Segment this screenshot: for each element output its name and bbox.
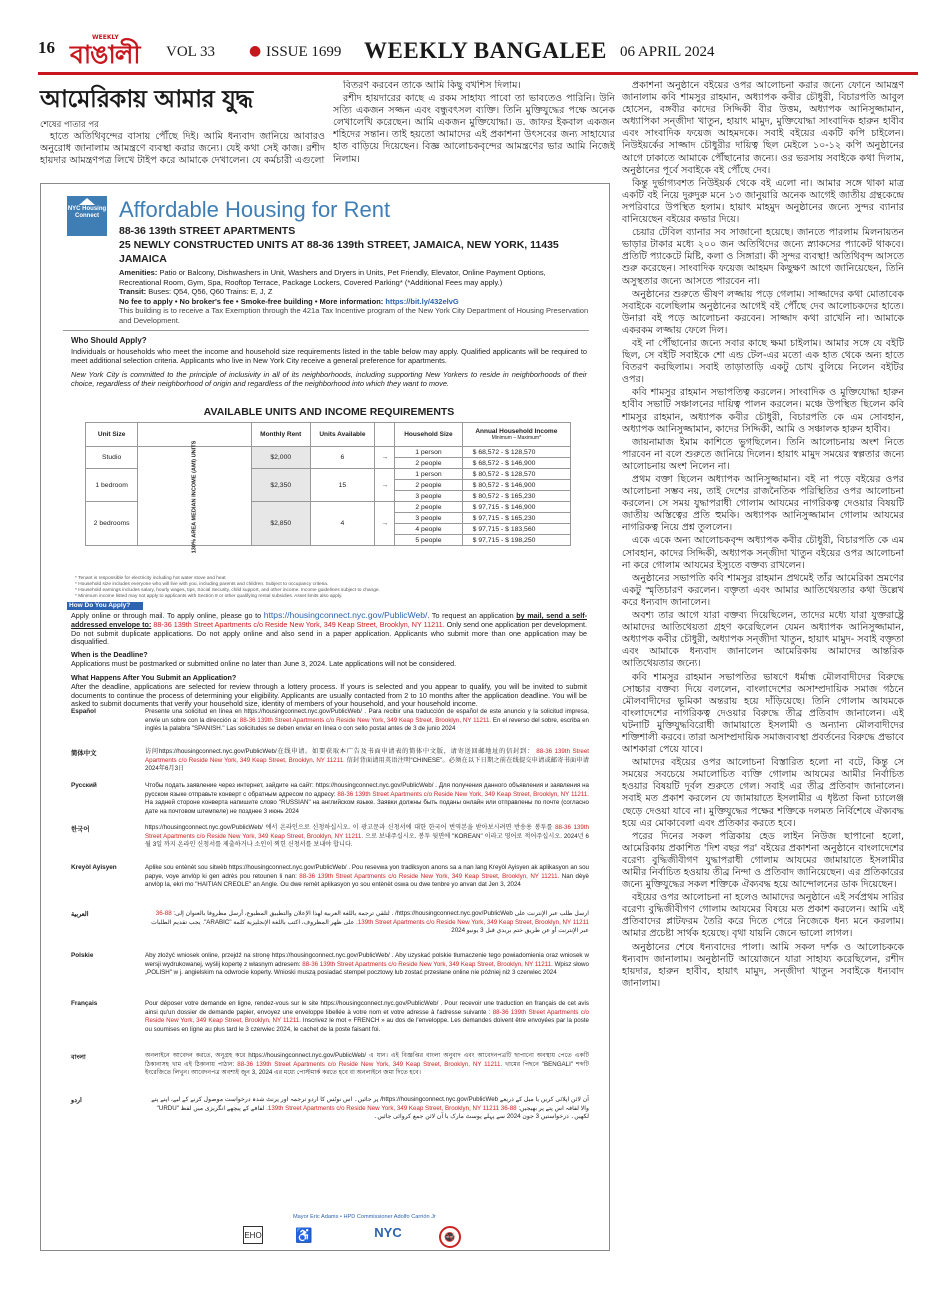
- instruction-text: 으로 보내주십시오. 봉투 뒷면에 "KOREAN" 이라고 영어로 적어주십시오. 2024년 6월 3일 까지 온라인 신청서를 제출하거나 소인이 찍힌 신청서를 보내야 합니다.: [145, 832, 589, 849]
- right-column-paragraph: বইয়ের ওপর আলোচনা না হলেও আমাদের অনুষ্ঠানে এই সর্বপ্রথম সারির বরেণ্য বুদ্ধিজীবীগণ গোলাম আযমের বিষয়ে মত প্রকাশ করলেন। আমি এই প্রতিবাদের প্লাটফরম তৈরি করে দিতে পেরে নিজেকে ধন্য মনে করলাম। আমার প্রচেষ্টা সার্থক হয়েছে। বৃথা যায়নি জেনে ভালো লাগল।: [622, 892, 904, 940]
- household-size-cell: 5 people: [395, 535, 462, 546]
- inclusivity-text: New York City is committed to the principle of inclusivity in all of its neighborhoods, including supporting New Yorkers to reside in neighborhoods of their choice, regardless of their neighborhood of origin and regardless of the neighborhood into which they want to move.: [71, 370, 587, 389]
- who-text: Individuals or households who meet the income and household size requirements listed in the table below may apply. Qualified applicants will be required to meet additional selection criteria. Applicants who live in New York City receive a general preference for apartments.: [71, 347, 587, 366]
- continued-from: শেষের পাতার পর: [40, 120, 99, 130]
- right-column-paragraph: কবি শামসুর রাহমান সভাপতিত্ব করলেন। সাংবাদিক ও মুক্তিযোদ্ধা হারুন হাবীব সভাটি সঞ্চালনের দায়িত্ব পালন করলেন। মঞ্চে উপস্থিত ছিলেন কবি শামসুর রাহমান, অধ্যাপক কবীর চৌধুরী, বিচারপতি কে এম সোবহান, অধ্যাপক আনিসুজ্জামান, কাদের সিদ্দিকী, আমি ও সঞ্চালক হারুন হাবীব।: [622, 387, 904, 435]
- divider: [63, 330, 589, 331]
- language-name: اردو: [71, 1097, 82, 1104]
- income-range-cell: $ 97,715 - $ 183,560: [462, 524, 570, 535]
- instruction-text: Inscrivez le mot « FRENCH » au dos de l'enveloppe. Les demandes doivent être envoyées par la poste ou soumises en ligne au plus tard le 3 czerwiec 2024, le cachet de la poste faisant foi.: [145, 1017, 589, 1034]
- tax-exemption-note: This building is to receive a Tax Exemption through the 421a Tax Incentive program of the New York City Department of Housing Preservation and Development.: [119, 306, 589, 325]
- housing-flyer: [40, 183, 610, 1251]
- instruction-text: Pour déposer votre demande en ligne, rendez-vous sur le site https://housingconnect.nyc.gov/PublicWeb/ . Pour recevoir une traduction en français de cet avis ainsi qu'un dossier de demande papier, envoyez une enveloppe libellée à votre nom et votre adresse à l'adresse suivante :: [145, 1000, 589, 1016]
- language-instructions: [145, 910, 589, 936]
- right-column-paragraph: অনুষ্ঠানের শুরুতে ভীষণ লজ্জায় পড়ে গেলাম। সাজ্জাদের কথা মোতাবেক সবাইকে বলেছিলাম অনুষ্ঠানের আগেই বই পৌঁছে দেব আলোচকদের হাতে। উনারা বই পড়ে আলোচনা করবেন। সাজ্জাদ কথা রাখেনি না। আমাকে একরকম লজ্জায় ফেলে দিল।: [622, 288, 904, 336]
- units-available-cell: 15: [310, 469, 375, 502]
- income-range-cell: $ 80,572 - $ 146,900: [462, 480, 570, 491]
- right-column-paragraph: প্রকাশনা অনুষ্ঠানে বইয়ের ওপর আলোচনা করার জন্যে ফোনে আমন্ত্রণ জানালাম কবি শামসুর রাহমান, অধ্যাপক কবীর চৌধুরী, বিচারপতি আবুল হোসেন, বঙ্গবীর কাদের সিদ্দিকী বীর উত্তম, অধ্যাপক আনিসুজ্জামান, অধ্যাপিকা সন্জীদা খাতুন, হায়াৎ মামুদ, মুক্তিযোদ্ধা সাংবাদিক হারুন হাবীব এবং সাংবাদিক ফয়েজ আহমদকে। সবাই বইয়ের একটি কপি চাইলেন। নিউইয়র্কের সাজ্জাদ চৌধুরীর দায়িত্ব ছিল মেইলে ১০-১২ কপি অনুষ্ঠানের আগে ঢাকাতে আমাকে পৌঁছানোর জন্যে। ওর ভরসায় সবাইকে কথা দিলাম, অনুষ্ঠানের পূর্বে সবাইকে বই পৌঁছে দেব।: [622, 80, 904, 176]
- flyer-header: [119, 198, 589, 266]
- deadline-section: [71, 651, 587, 669]
- household-size-cell: 1 person: [395, 469, 462, 480]
- instruction-text: 访问https://housingconnect.nyc.gov/PublicWeb/在线申请。如要获取本广告及书面申请表的简体中文版，请寄送回邮地址的信封到：: [145, 748, 534, 755]
- nyc-hpd-logo: NYC: [374, 1225, 402, 1240]
- mail-address: 88-36 139th Street Apartments c/o Reside New York, 349 Keap Street, Brooklyn, NY 11211.: [266, 1104, 517, 1112]
- right-column-paragraph: অনুষ্ঠানের সভাপতি কবি শামসুর রাহমান প্রথমেই তাঁর আমেরিকা ভ্রমণের একটু স্মৃতিচারণ করলেন। বক্তৃতা এবং আমার আতিথেয়তার কথা উল্লেখ করে ধন্যবাদ জানালেন।: [622, 572, 904, 608]
- building-address: 25 NEWLY CONSTRUCTED UNITS AT 88-36 139th STREET, JAMAICA, NEW YORK, 11435: [119, 239, 559, 251]
- mail-address: 88-36 139th Street Apartments c/o Reside New York, 349 Keap Street, Brooklyn, NY 11211.: [237, 1060, 503, 1068]
- right-column-paragraph: পরের দিনের সকল পত্রিকায় হেড লাইন নিউজ ছাপানো হলো, আমেরিকায় প্রকাশিত 'দিশ বছর পর' বইয়ের প্রকাশনা অনুষ্ঠানে বাংলাদেশের বরেণ্য বুদ্ধিজীবীগণ যুদ্ধাপরাধী গোলাম আযমের জামায়াতে ইসলামীর আমীর নির্বাচিত হওয়ায় তীব্র নিন্দা ও প্রতিবাদ জানিয়েছেন। এর প্রতিকারের জন্যে মুক্তিযুদ্ধের সকল শক্তিকে ঐক্যবদ্ধ হয়ে আন্দোলনের ডাক দিয়েছেন।: [622, 830, 904, 891]
- page-number: 16: [38, 38, 55, 57]
- separator-dot: ●: [249, 43, 262, 59]
- article-headline: আমেরিকায় আমার যুদ্ধ: [40, 85, 253, 113]
- income-range-cell: $ 80,572 - $ 165,230: [462, 491, 570, 502]
- apply-instructions: Apply online or through mail. To apply online, please go to https://housingconnect.nyc.gov/PublicWeb/. To request an application by mail, send a self-addressed envelope to: 88-36 139th Street Apartments c/o Reside New York, 349 Keap Street, Brooklyn, NY 11211. Only send one application per development. Do not submit duplicate applications. Do not apply online and also send in a paper application. Applicants who submit more than one application may be disqualified.: [71, 610, 588, 647]
- language-name: العربية: [71, 911, 89, 918]
- footnote: * Tenant is responsible for electricity including hot water stove and heat: [75, 576, 226, 581]
- flyer-footer: [63, 1208, 589, 1248]
- table-footnotes: [75, 576, 585, 600]
- building-name: 88-36 139th STREET APARTMENTS: [119, 225, 296, 237]
- no-smoking-icon: 🚭: [439, 1226, 461, 1248]
- income-range-cell: $ 97,715 - $ 146,900: [462, 502, 570, 513]
- footer-credit: Mayor Eric Adams • HPD Commissioner Adolfo Carrión Jr: [293, 1214, 436, 1220]
- ami-band-label: 130% AREA MEDIAN INCOME (AMI) UNITS: [138, 447, 252, 546]
- instruction-text: 信封背面请用英语注明“CHINESE”。必须在以下日期之前在线提交申请或邮寄书面申请2024年6月3日: [145, 756, 589, 773]
- flyer-title: Affordable Housing for Rent: [119, 197, 391, 222]
- language-instructions: [145, 824, 589, 850]
- instruction-text: على ظهر المظروف، اكتب باللغة الإنجليزية كلمة "ARABIC". يجب تقديم الطلبات عبر الإنترنت أو عن طريق ختم بريدي قبل 3 يونيو 2024: [151, 918, 589, 935]
- arrow-icon: →: [375, 469, 395, 502]
- arrow-icon: →: [375, 502, 395, 546]
- language-name: Русский: [71, 782, 97, 789]
- issue-label: ISSUE 1699: [266, 44, 342, 60]
- mail-address: 88-36 139th Street Apartments c/o Reside New York, 349 Keap Street, Brooklyn, NY 11211.: [145, 1008, 589, 1025]
- masthead-rule: [38, 72, 918, 75]
- language-name: Polskie: [71, 952, 94, 959]
- logo-text: বাঙালী: [70, 40, 140, 69]
- language-instructions: [145, 1096, 589, 1122]
- income-range-cell: $ 97,715 - $ 165,230: [462, 513, 570, 524]
- middle-column-paragraph: রশীদ হায়দারের কাছে এ রকম সাহায্য পাবো তা ভাবতেও পারিনি। উনি সত্যি একজন সজ্জন এবং বন্ধুবৎসল ব্যক্তি। তিনি মুক্তিযুদ্ধের পক্ষে অনেক লেখালেখি করেছেন। আমি একজন মুক্তিযোদ্ধা। ড. জাফর ইকবাল একজন শহিদের সন্তান। তাই হয়তো আমাদের এই প্রকাশনা উৎসবের জন্য সাহায্যের হাত বাড়িয়ে দিয়েছেন। বিজ্ঞ আলোচকবৃন্দের আমন্ত্রণের ভার আমি নিজেই নিলাম।: [333, 93, 615, 165]
- household-size-cell: 1 person: [395, 447, 462, 458]
- units-table-title: AVAILABLE UNITS AND INCOME REQUIREMENTS: [203, 406, 455, 418]
- language-name: 한국어: [71, 826, 90, 833]
- income-range-cell: $ 68,572 - $ 128,570: [462, 447, 570, 458]
- language-instructions: [145, 708, 589, 734]
- instruction-text: آن لائن اپلائی کریں یا میل کے ذریعے https://housingconnect.nyc.gov/PublicWeb/ پر جائیں۔ اس نوٹس کا اردو ترجمہ اور پرنٹ شدہ درخواست موصول کرنے کے لیے، اپنے پتے والا لفافہ اس پتے پر بھیجیں:: [151, 1096, 589, 1112]
- unit-size-cell: Studio: [86, 447, 138, 469]
- no-fee-line: No fee to apply • No broker's fee • Smoke-free building • More information:: [119, 296, 384, 306]
- house-icon: [79, 198, 95, 205]
- right-column-paragraph: কিন্তু দুর্ভাগ্যবশত নিউইয়র্ক থেকে বই এলো না। আমার সঙ্গে থাকা মাত্র একটি বই নিয়ে দুরুদুরু মনে ১৩ জানুয়ারি অনেক আগেই জাতীয় গ্রন্থকেন্দ্রে সপরিবারে উপস্থিত হলাম। হায়াৎ মাহমুদ অনুষ্ঠানের জন্যে সুন্দর ব্যানার বানিয়েছেন বইয়ের কভার দিয়ে।: [622, 177, 904, 226]
- masthead: [38, 32, 918, 76]
- language-name: 简体中文: [71, 750, 97, 757]
- neighborhood: JAMAICA: [119, 253, 167, 265]
- language-name: Kreyòl Ayisyen: [71, 864, 117, 871]
- after-text: After the deadline, applications are selected for review through a lottery process. If yours is selected and you appear to qualify, you will be invited to submit documents to continue the process of determining your eligibility. Applicants are usually contacted from 2 to 10 months after the application deadline. You will be asked to submit documents that verify your household size, identity of members of your household, and your household income.: [71, 681, 587, 709]
- arrow-icon: →: [375, 447, 395, 469]
- more-info-link[interactable]: https://bit.ly/432elvG: [385, 296, 459, 306]
- right-column-paragraph: চেয়ার টেবিল ব্যানার সব সাজানো হয়েছে। জানতে পারলাম মিলনায়তন ভাড়ার টাকার মধ্যে ২০০ জন অতিথিদের জন্যে স্ন্যাকসের প্যাকেট থাকবে। প্রতিটি প্যাকেটে মিষ্টি, কলা ও সিঙ্গারা। কী সুন্দর ব্যবস্থা! অতিথিবৃন্দ আসতে শুরু করেছেন। সাংবাদিক ফয়েজ আহমদ কিছুক্ষণ আগে জানিয়েছেন, তিনি অসুস্থতার জন্যে আসতে পারবেন না।: [622, 227, 904, 287]
- instruction-text: Aplike sou entènèt sou sitwèb https://housingconnect.nyc.gov/PublicWeb/ . Pou resevwa yon tradiksyon anons sa a nan lang Kreyòl Ayisyen ak aplikasyon an sou papye, voye anvlòp ki gen adrès pou retounen li nan:: [145, 864, 589, 880]
- instruction-text: Aby złożyć wniosek online, przejdź na stronę https://housingconnect.nyc.gov/PublicWeb/ . Aby uzyskać polskie tłumaczenie tego powiadomienia oraz wniosek w wersji wydrukowanej, wyślij kopertę z własnym adresem:: [145, 952, 589, 968]
- article-column-right: [622, 80, 904, 1240]
- right-column-paragraph: বই না পৌঁছানোর জন্যে সবার কাছে ক্ষমা চাইলাম। আমার সঙ্গে যে বইটি ছিল, সে বইটি সবাইকে শো এন্ড টেল-এর মতো এক হাত থেকে অন্য হাতে বিতরণ করছিলাম। সবাই তাড়াতাড়ি একটু চোখ বুলিয়ে নিলেন বইটির ওপর।: [622, 337, 904, 386]
- logo-kicker: WEEKLY: [92, 34, 119, 41]
- monthly-rent-cell: $2,000: [251, 447, 310, 469]
- apply-url-link[interactable]: https://housingconnect.nyc.gov/PublicWeb/: [263, 610, 428, 620]
- right-column-paragraph: অনুষ্ঠানের শেষে ধন্যবাদের পালা। আমি সকল দর্শক ও আলোচককে ধন্যবাদ জানালাম। অনুষ্ঠানটি আয়োজনে যারা সাহায্য করেছিলেন, রশীদ হায়দার, হারুন হাবীব, হায়াৎ মামুদ, সন্জীদা খাতুন সবাইকে ধন্যবাদ জানালাম।: [622, 941, 904, 989]
- right-column-paragraph: একে একে অন্য আলোচকবৃন্দ অধ্যাপক কবীর চৌধুরী, বিচারপতি কে এম সোবহান, কাদের সিদ্দিকী, অধ্যাপক সন্জীদা খাতুন বইয়ের ওপর আলোচনা না করে গোলাম আযমের ইস্যুতে বক্তব্য রাখলেন।: [622, 535, 904, 571]
- after-section: [71, 674, 587, 709]
- mail-address: 88-36 139th Street Apartments c/o Reside New York, 349 Keap Street, Brooklyn, NY 11211.: [302, 960, 553, 968]
- language-instructions: [145, 952, 589, 978]
- right-column-paragraph: অবশ্য তার আগে যারা বক্তব্য দিয়েছিলেন, তাদের মধ্যে যারা যুক্তরাষ্ট্রে আমাদের আতিথেয়তা গ্রহণ করেছিলেন যেমন অধ্যাপক আনিসুজ্জামান, অধ্যাপক কবীর চৌধুরী, অধ্যাপক সন্জীদা খাতুন, হায়াৎ মামুদ- সবাই বক্তৃতা এবং আমাকে ধন্যবাদ জানালেন আমেরিকায় আমাদের আন্তরিক আতিথেয়তার জন্যে।: [622, 610, 904, 670]
- col-units-available: Units Available: [310, 423, 375, 447]
- newspaper-logo: [60, 32, 170, 70]
- income-range-cell: $ 80,572 - $ 128,570: [462, 469, 570, 480]
- article-column-middle: [333, 80, 615, 172]
- language-instructions: [145, 864, 589, 890]
- footnote: * Household earnings includes salary, hourly wages, tips, Social Security, child support, and other income. Income guidelines subject to change.: [75, 588, 380, 594]
- who-heading: Who Should Apply?: [71, 336, 147, 345]
- household-size-cell: 2 people: [395, 458, 462, 469]
- instruction-text: Nan dèyè anvlòp la, ekri mo "HAITIAN CREOLE" an Angle. Ou dwe remèt aplikasyon yo sou entènèt oswa ou dwe tenbre yo anvan dat Jen 3, 2024: [145, 872, 589, 889]
- transit-text: Buses: Q54, Q56, Q60 Trains: E, J, Z: [148, 287, 273, 296]
- language-instructions: [145, 782, 589, 817]
- deadline-heading: When is the Deadline?: [71, 650, 148, 659]
- unit-size-cell: 2 bedrooms: [86, 502, 138, 546]
- mail-address: 88-36 139th Street Apartments c/o Reside New York, 349 Keap Street, Brooklyn, NY 11211.: [239, 716, 492, 724]
- units-available-cell: 4: [310, 502, 375, 546]
- equal-housing-icon: EHO: [243, 1226, 263, 1244]
- footnote: * Household size includes everyone who will live with you, including parents and children. Subject to occupancy criteria.: [75, 582, 329, 588]
- income-range-cell: $ 68,572 - $ 146,900: [462, 458, 570, 469]
- right-column-paragraph: কবি শামসুর রাহমান সভাপতির ভাষণে ধর্মান্ধ মৌলবাদীদের বিরুদ্ধে সোচ্চার বক্তব্য দিয়ে বললেন, বাংলাদেশের অসাম্প্রদায়িক সমাজ গঠনে মৌলবাদীদের ভূমিকা অন্তরায় হয়ে দাঁড়িয়েছে। তিনি গোলাম আযমকে বাংলাদেশের নাগরিকত্ব দেওয়ার বিরুদ্ধে তীব্র প্রতিবাদ জানালেন। এই ঘটনাটি মুক্তিযুদ্ধবিরোধী জামায়াতে ইসলামী ও অন্যান্য মৌলবাদীদের শক্তিশালী করবে। তারা অসাম্প্রদায়িক সমাজব্যবস্থা প্রবর্তনের বিরুদ্ধে প্রভাবে আশকারা পেয়ে যাবে।: [622, 671, 904, 756]
- left-column-paragraph: হাতে অতিথিবৃন্দের বাসায় পৌঁছে দিই। আমি ধন্যবাদ জানিয়ে আবারও অনুরোধ জানালাম আমন্ত্রণে ব্যবস্থা করার জন্যে। যেই কথা সেই কাজ। রশীদ হায়দার আমন্ত্রণপত্র লিখে টাইপ করে আমাকে দেখালেন। যে কর্মচারী এগুলো: [40, 131, 325, 167]
- volume-label: VOL 33: [166, 44, 216, 60]
- instruction-text: En el reverso del sobre, escriba en inglés la palabra "SPANISH." Las solicitudes se deben enviar en línea o con sello postal antes de 3 de junio 2024: [145, 716, 589, 733]
- deadline-text: Applications must be postmarked or submitted online no later than June 3, 2024. Late applications will not be considered.: [71, 658, 457, 668]
- housing-connect-logo: NYC Housing Connect: [67, 196, 107, 236]
- mail-address: 88-36 139th Street Apartments c/o Reside New York, 349 Keap Street, Brooklyn, NY 11211.: [153, 619, 445, 629]
- instruction-text: https://housingconnect.nyc.gov/PublicWeb/ 에서 온라인으로 신청하십시오. 이 광고문과 신청서에 대한 한국어 번역본을 받아보시려면 반송용 봉투를: [145, 824, 553, 831]
- language-name: Español: [71, 708, 96, 715]
- table-row: [86, 447, 571, 458]
- language-name: Français: [71, 1000, 98, 1007]
- household-size-cell: 4 people: [395, 524, 462, 535]
- accessibility-icon: ♿: [295, 1227, 313, 1243]
- col-household-size: Household Size: [395, 423, 462, 447]
- mail-address: 88-36 139th Street Apartments c/o Reside New York, 349 Keap Street, Brooklyn, NY 11211.: [155, 910, 589, 926]
- footnote: * Minimum income listed may not apply to applicants with Section 8 or other qualifying rental subsidies. Asset limits also apply.: [75, 594, 343, 600]
- col-income: Annual Household Income Minimum – Maximum*: [462, 423, 570, 447]
- instruction-text: Wpisz słowo „POLISH" w j. angielskim na odwrocie koperty. Wnioski muszą posiadać stempel pocztowy lub zostać przesłane online nie później niż 3 czerwiec 2024: [145, 960, 589, 977]
- language-name: বাংলা: [71, 1054, 86, 1061]
- household-size-cell: 2 people: [395, 480, 462, 491]
- issue-date: 06 APRIL 2024: [620, 44, 715, 60]
- mail-address: 88-36 139th Street Apartments c/o Reside New York, 349 Keap Street, Brooklyn, NY 11211.: [337, 790, 589, 798]
- col-unit-size: Unit Size: [86, 423, 138, 447]
- mail-address: 88-36 139th Street Apartments c/o Reside New York, 349 Keap Street, Brooklyn, NY 11211.: [145, 748, 589, 764]
- units-available-cell: 6: [310, 447, 375, 469]
- language-instructions: [145, 1052, 589, 1078]
- mail-address: 88-36 139th Street Apartments c/o Reside New York, 349 Keap Street, Brooklyn, NY 11211.: [299, 872, 560, 880]
- amenities-text: Patio or Balcony, Dishwashers in Unit, Washers and Dryers in Units, Pet Friendly, Elevator, Online Payment Options, Recreational Room, Gym, Spa, Rooftop Terrace, Package Lockers, Covered Parking* (*Additional Fees may apply.): [119, 268, 546, 287]
- household-size-cell: 2 people: [395, 502, 462, 513]
- right-column-paragraph: প্রথম বক্তা ছিলেন অধ্যাপক আনিসুজ্জামান। বই না পড়ে বইয়ের ওপর আলোচনা সম্ভব নয়, তাই দেশের রাজনৈতিক পরিস্থিতির ওপর আলোচনা করলেন। সে সময় যুদ্ধাপরাধী গোলাম আযমের নাগরিকত্ব দেওয়ার বিষয়টি জাতীয় অস্তিত্বের প্রতি হুমকি। অধ্যাপক আনিসুজ্জামান গোলাম আযমের নাগরিকত্ব নিয়ে প্রশ্ন তুললেন।: [622, 474, 904, 534]
- how-to-apply-heading: How Do You Apply?: [67, 602, 143, 610]
- instruction-text: Чтобы подать заявление через интернет, зайдите на сайт: https://housingconnect.nyc.gov/PublicWeb/ . Для получения данного объявления и заявления на русском языке отправьте конверт с обратным адресом по адресу:: [145, 782, 589, 798]
- unit-size-cell: 1 bedroom: [86, 469, 138, 502]
- monthly-rent-cell: $2,350: [251, 469, 310, 502]
- article-column-left: [40, 119, 325, 171]
- instruction-text: খামের পিছনে "BENGALI" শব্দটি ইংরেজিতে লিখুন। আবেদনপত্র অবশ্যই জুন 3, 2024 এর মধ্যে পোস্টমার্ক করতে হবে বা অনলাইনে জমা দিতে হবে।: [145, 1060, 589, 1077]
- income-range-cell: $ 97,715 - $ 198,250: [462, 535, 570, 546]
- household-size-cell: 3 people: [395, 491, 462, 502]
- after-heading: What Happens After You Submit an Application?: [71, 673, 237, 682]
- right-column-paragraph: জায়নামাজ ইমাম কাশিতে ভুগছিলেন। তিনি আলোচনায় অংশ নিতে পারবেন না বলে শুরুতে জানিয়ে দিলেন। হায়াৎ মামুদ সময়ের স্বল্পতার জন্যে আলোচনায় অংশ নিলেন না।: [622, 436, 904, 472]
- language-instructions: [145, 748, 589, 774]
- mail-address: 88-36 139th Street Apartments c/o Reside New York, 349 Keap Street, Brooklyn, NY 11211.: [145, 824, 589, 840]
- instruction-text: অনলাইনে আবেদন করতে, অনুগ্রহ করে https://housingconnect.nyc.gov/PublicWeb/ এ যান। এই বিজ্ঞপ্তির বাংলা অনুবাদ এবং আবেদনপত্রটি ছাপানো অবস্থায় পেতে একটি ঠিকানাসহ খাম এই ঠিকানায় পাঠান:: [145, 1052, 589, 1068]
- instruction-text: ارسل طلب عبر الإنترنت على https://housingconnect.nyc.gov/PublicWeb/ . لتلقي ترجمة باللغة العربية لهذا الإعلان والتطبيق المطبوع، أرسل مظروفا بالعنوان إلى:: [173, 910, 589, 917]
- right-column-paragraph: আমাদের বইয়ের ওপর আলোচনা বিস্তারিত হলো না বটে, কিন্তু সে সময়ের সবচেয়ে সমালোচিত ব্যক্তি গোলাম আযমের আমীর নির্বাচিত হওয়ার বিষয়টি দূর্বল শুরুতে গেল। সবাই এর তীব্র প্রতিবাদ জানালেন। সবাই মত প্রকাশ করলেন যে জামায়াতে ইসলামীর এ ধৃষ্টতা কিনা চ্যালেঞ্জ ছেড়ে দেওয়া যাবে না। মুক্তিযুদ্ধের পক্ষের শক্তিকে দলমত নির্বিশেষে ঐক্যবদ্ধ হয়ে এর মোকাবেলা এবং প্রতিকার করতে হবে।: [622, 757, 904, 829]
- col-monthly-rent: Monthly Rent: [251, 423, 310, 447]
- language-instructions: [145, 1000, 589, 1035]
- instruction-text: لفافے کے پیچھے انگریزی میں لفظ "URDU" لکھیں۔ درخواستیں 3 جون 2024 سے پہلے پوسٹ مارک یا آن لائن جمع کروائی جائیں۔: [156, 1104, 589, 1121]
- newspaper-title: WEEKLY BANGALEE: [364, 38, 607, 63]
- instruction-text: На задней стороне конверта напишите слово "RUSSIAN" на английском языке. Заявки должны быть поданы онлайн или отправлены по почте (согласно дате на почтовом штемпеле) не позднее 3 июнь 2024: [145, 799, 589, 816]
- instruction-text: Presente una solicitud en línea en https://housingconnect.nyc.gov/PublicWeb/ . Para recibir una traducción de español de este anuncio y la solicitud impresa, envíe un sobre con la dirección a:: [145, 708, 589, 724]
- amenities-block: Amenities: Patio or Balcony, Dishwashers in Unit, Washers and Dryers in Units, Pet Friendly, Elevator, Online Payment Options, Recreational Room, Gym, Spa, Rooftop Terrace, Package Lockers, Covered Parking* (*Additional Fees may apply.) Transit: Buses: Q54, Q56, Q60 Trains: E, J, Z No fee to apply • No broker's fee • Smoke-free building • More information: https://bit.ly/432elvG This building is to receive a Tax Exemption through the 421a Tax Incentive program of the New York City Department of Housing Preservation and Development.: [119, 268, 589, 325]
- monthly-rent-cell: $2,850: [251, 502, 310, 546]
- middle-column-paragraph: বিতরণ করবেন তাকে আমি কিছু বখশিস দিলাম।: [343, 80, 521, 91]
- units-income-table: [85, 422, 571, 553]
- household-size-cell: 3 people: [395, 513, 462, 524]
